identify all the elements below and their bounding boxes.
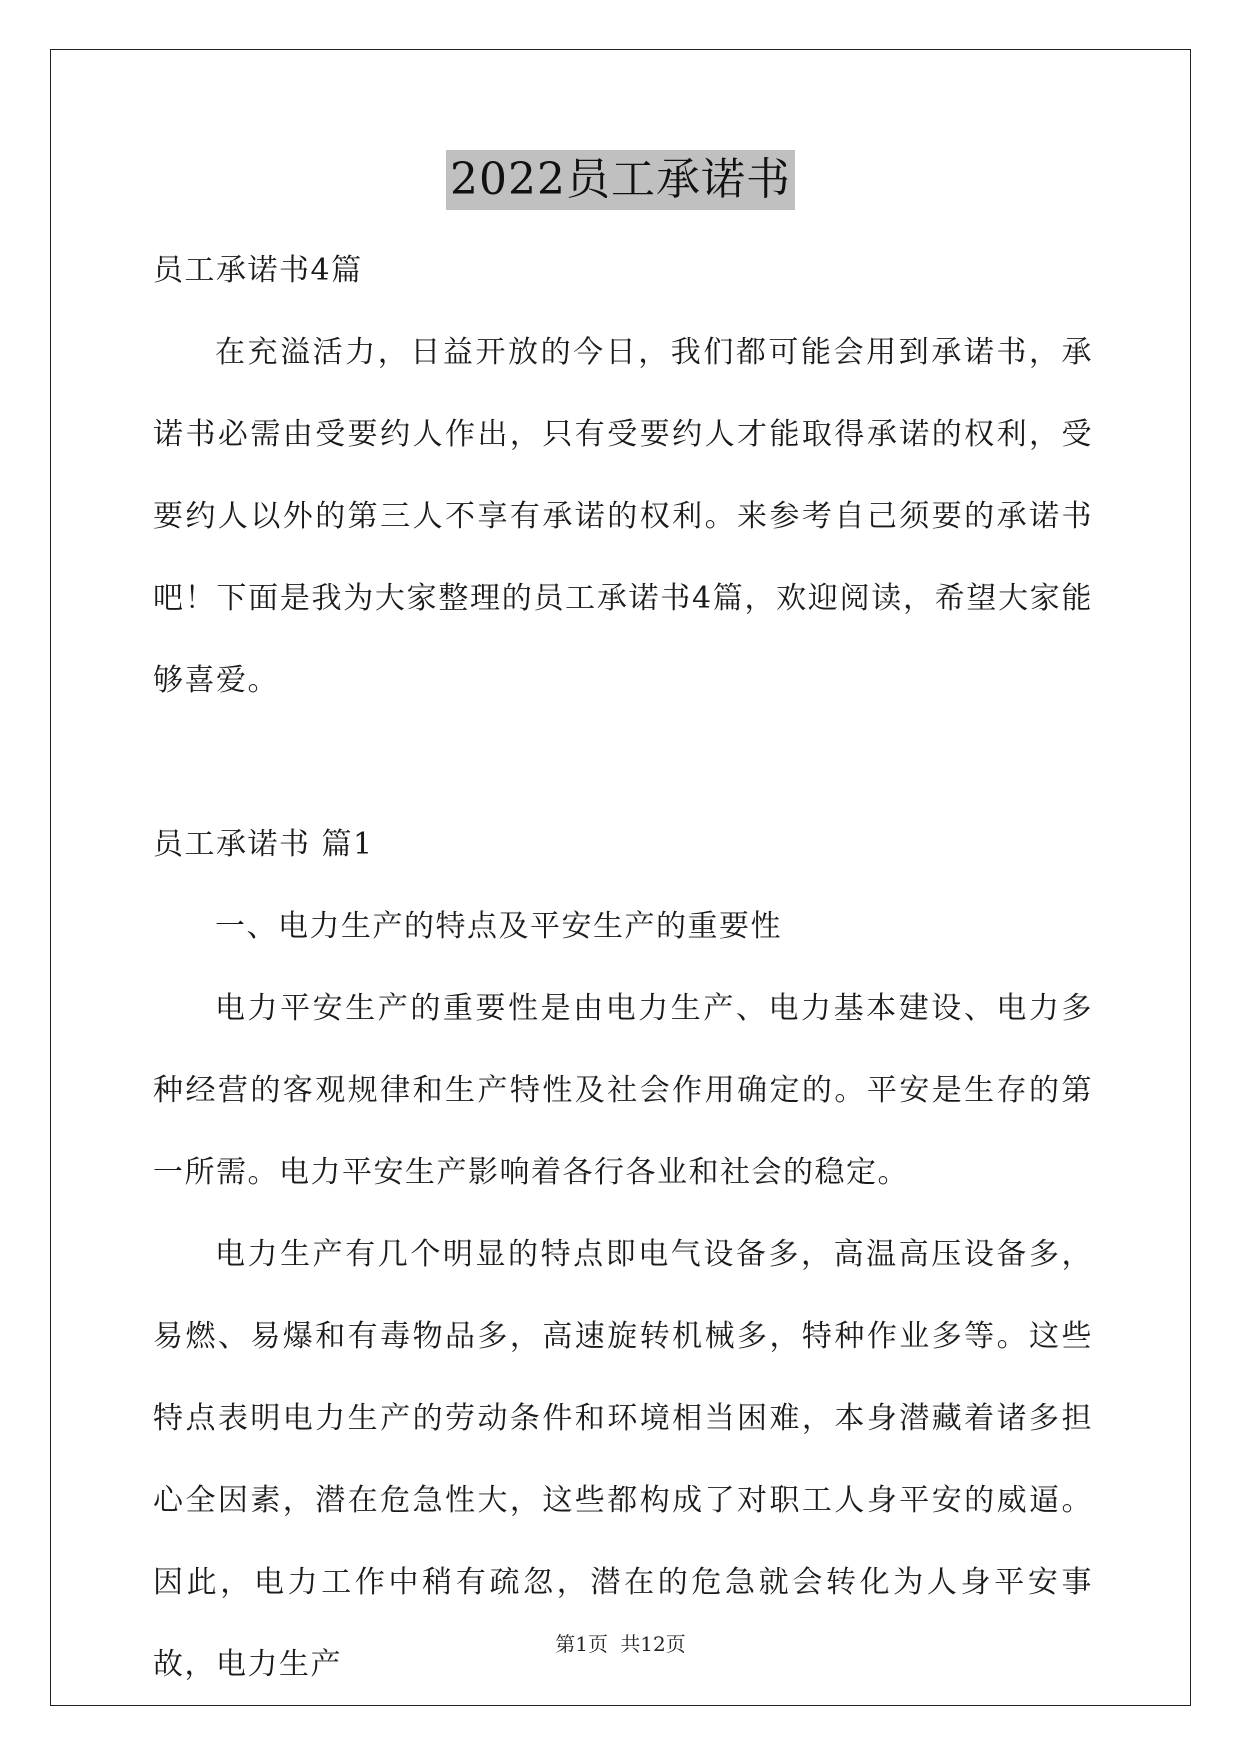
section-heading: 员工承诺书 篇1: [153, 827, 374, 862]
document-subtitle: 员工承诺书4篇: [153, 253, 363, 288]
document-title: 2022员工承诺书: [446, 150, 795, 210]
page-footer: [0, 1628, 1241, 1657]
body-paragraph: 一、电力生产的特点及平安生产的重要性: [215, 909, 782, 944]
intro-paragraph: 在充溢活力，日益开放的今日，我们都可能会用到承诺书，承诺书必需由受要约人作出，只有受要约人才能取得承诺的权利，受要约人以外的第三人不享有承诺的权利。来参考自己须要的承诺书吧！下面是我为大家整理的员工承诺书4篇，欢迎阅读，希望大家能够喜爱。: [153, 335, 1093, 698]
spacer: [153, 722, 1093, 804]
body-paragraph: 电力平安生产的重要性是由电力生产、电力基本建设、电力多种经营的客观规律和生产特性及社会作用确定的。平安是生存的第一所需。电力平安生产影响着各行各业和社会的稳定。: [153, 991, 1093, 1190]
page-number: 第1页: [555, 1632, 608, 1656]
document-body: [153, 230, 1093, 1706]
title-container: [0, 150, 1241, 210]
body-paragraph: 电力生产有几个明显的特点即电气设备多，高温高压设备多，易燃、易爆和有毒物品多，高速旋转机械多，特种作业多等。这些特点表明电力生产的劳动条件和环境相当困难，本身潜藏着诸多担心全因素，潜在危急性大，这些都构成了对职工人身平安的威逼。因此，电力工作中稍有疏忽，潜在的危急就会转化为人身平安事故，电力生产: [153, 1237, 1093, 1682]
page-total: 共12页: [620, 1632, 686, 1656]
